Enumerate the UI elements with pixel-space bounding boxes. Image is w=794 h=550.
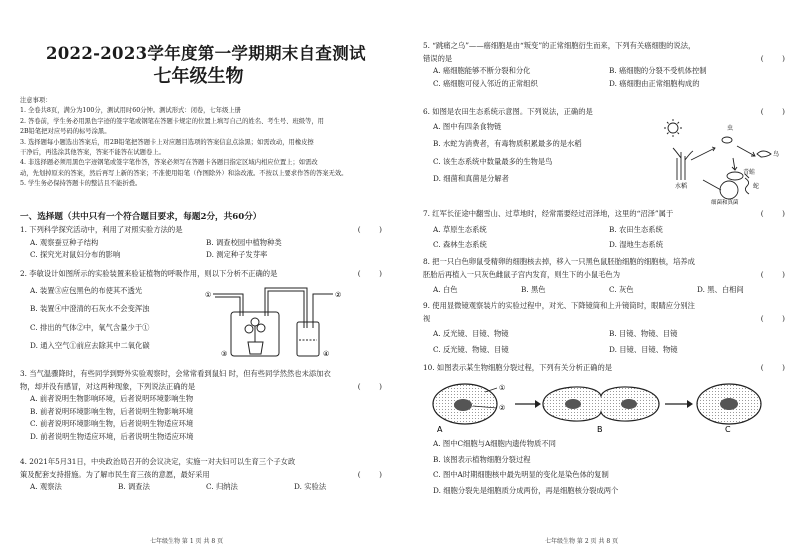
insect-icon	[722, 137, 732, 143]
instruction-line: 动，先划掉原来的答案，然后再写上新的答案；不准使用铅笔（作图除外）和涂改液。不按以上要求作答的答案无效。	[20, 169, 348, 177]
answer-parenthesis: ( )	[760, 313, 785, 323]
question-3	[20, 368, 382, 443]
option-b: B. 调查校园中植物种类	[206, 237, 282, 247]
option-c: C. 该生态系统中数量最多的生物是鸟	[433, 156, 553, 166]
option-a: A. 白色	[433, 285, 458, 294]
question-stem-line: 胚胎后再植入一只灰色雌鼠子宫内发育，则生下的小鼠毛色为	[423, 269, 621, 279]
option-b: B. 癌细胞的分裂不受机体控制	[609, 66, 707, 75]
option-a: A. 观察法	[30, 482, 62, 491]
question-stem: 6. 如图是农田生态系统示意图。下列说法，正确的是	[423, 107, 593, 116]
answer-parenthesis: ( )	[357, 381, 382, 391]
answer-parenthesis: ( )	[760, 269, 785, 279]
option-b: B. 目镜、物镜、目镜	[609, 329, 678, 338]
option-a: A. 图中有四条食物链	[433, 121, 502, 131]
instruction-line: 1. 全卷共8页，满分为100分，测试用时60分钟。测试形式：闭卷，七年级上册	[20, 107, 241, 115]
option-a: A. 反光镜、目镜、物镜	[433, 329, 509, 338]
question-stem-line: 物，却并没有感冒，对这两种现象，下列说法正确的是	[20, 381, 196, 391]
question-stem-line: 错误的是	[423, 53, 453, 63]
option-c: C. 图中A时期细胞核中最先明显的变化是染色体的复制	[433, 470, 609, 479]
question-stem-line: 7. 红军长征途中翻雪山、过草地时，经常需要经过沼泽地，这里的“沼泽”属于	[423, 209, 674, 218]
option-b: B. 水蛇为消费者，有毒物质积累最多的是水稻	[433, 139, 582, 148]
frog-icon	[727, 172, 743, 180]
option-c: C. 反光镜、物镜、目镜	[433, 344, 509, 354]
instruction-line: 2. 答卷前，学生务必用黑色字迹的签字笔或钢笔在答题卡规定的位置上填写自己的姓名、考生号、班级等，用	[20, 117, 324, 125]
answer-parenthesis: ( )	[760, 363, 785, 372]
figure-label-insect: 虫	[727, 125, 734, 132]
page-footer: 七年级生物 第 1 页 共 8 页	[150, 538, 224, 545]
option-c: C. 前者说明环境影响生物，后者说明生物适应环境	[30, 419, 194, 428]
question-stem-line: 视	[423, 313, 431, 323]
respiration-apparatus-figure	[203, 282, 353, 362]
rice-plant-icon	[673, 148, 693, 180]
option-a: A. 观察蚕豆种子结构	[30, 237, 99, 247]
figure-label-bird: 鸟	[773, 151, 780, 158]
figure-label-rice: 水稻	[675, 183, 688, 190]
option-d: D. 细菌和真菌是分解者	[433, 174, 509, 183]
option-d: D. 前者说明生物适应环境，后者说明生物适应环境	[30, 431, 194, 441]
farmland-ecosystem-figure	[663, 118, 789, 206]
section-title: 一、选择题（共中只有一个符合题目要求，每题2分，共60分）	[20, 212, 262, 222]
question-8	[423, 256, 785, 297]
option-b: B. 该图表示植物细胞分裂过程	[433, 454, 531, 464]
cell-label-b: B	[597, 425, 603, 434]
figure-label-4: ④	[323, 350, 330, 358]
snake-icon	[745, 178, 749, 194]
question-5	[423, 40, 785, 90]
option-b: B. 农田生态系统	[609, 224, 663, 234]
cell-a	[433, 384, 505, 434]
option-b: B. 装置④中澄清的石灰水不会变浑浊	[30, 304, 150, 313]
option-a: A. 草原生态系统	[433, 224, 487, 234]
option-a: A. 前者说明生物影响环境，后者说明环境影响生物	[30, 394, 194, 403]
option-c: C. 癌细胞可侵入邻近的正常组织	[433, 78, 538, 88]
instruction-line: 2B铅笔把对应号码的标号涂黑。	[20, 128, 111, 136]
figure-label-frog: 青蛙	[743, 169, 756, 176]
figure-label-2: ②	[499, 404, 506, 412]
option-d: D. 黑、白相间	[697, 285, 744, 294]
option-d: D. 通入空气①前应去除其中二氧化碳	[30, 341, 150, 350]
figure-label-snake: 蛇	[753, 183, 760, 190]
question-4	[20, 456, 382, 494]
option-d: D. 癌细胞由正常细胞构成的	[609, 78, 700, 88]
instruction-line: 3. 选择题每小题选出答案后，用2B铅笔把答题卡上对应题目选项的答案信息点涂黑；如需改动，用橡皮擦	[20, 138, 314, 146]
question-10-options	[423, 438, 785, 497]
question-stem-line: 策及配套支持措施。为了解市民生育三孩的意愿，最好采用	[20, 469, 210, 479]
answer-parenthesis: ( )	[760, 53, 785, 63]
figure-label-1: ①	[499, 384, 506, 392]
cell-c	[697, 384, 761, 434]
option-a: A. 装置③应包黑色的布使其不透光	[30, 285, 143, 295]
cell-label-a: A	[437, 425, 443, 434]
question-stem-line: 8. 把一只白色卵鼠受精卵的细胞核去掉，移入一只黑色鼠胚胎细胞的细胞核，培养成	[423, 257, 695, 266]
exam-subject-title: 七年级生物	[153, 66, 244, 87]
option-c: C. 灰色	[609, 285, 634, 294]
question-stem-line: 9. 使用显微镜观察装片的实验过程中，对光、下降镜筒和上升镜筒时，眼睛应分别注	[423, 301, 695, 310]
answer-parenthesis: ( )	[357, 469, 382, 479]
option-b: B. 黑色	[521, 285, 546, 294]
option-d: D. 测定种子发芽率	[206, 250, 268, 259]
question-7	[423, 208, 785, 252]
question-9	[423, 300, 785, 356]
question-1	[20, 224, 382, 262]
option-b: B. 前者说明环境影响生物，后者说明生物影响环境	[30, 406, 194, 416]
option-d: D. 湿地生态系统	[609, 240, 664, 249]
exam-page-2	[405, 0, 794, 550]
answer-parenthesis: ( )	[357, 269, 382, 278]
instruction-line: 5. 学生务必保持答题卡的整洁且不能折叠。	[20, 180, 142, 188]
instructions-heading: 注意事项：	[20, 97, 52, 104]
option-c: C. 排出的气体②中，氧气含量少于①	[30, 322, 150, 332]
cell-b	[543, 387, 659, 434]
option-a: A. 癌细胞能够不断分裂和分化	[433, 66, 531, 75]
option-d: D. 细胞分裂先是细胞质分成两份，再是细胞核分裂成两个	[433, 485, 619, 495]
cell-label-c: C	[725, 425, 731, 434]
answer-parenthesis: ( )	[760, 107, 785, 116]
sun-icon	[668, 123, 678, 133]
figure-label-2: ②	[335, 291, 342, 299]
option-d: D. 实验法	[294, 482, 327, 491]
option-a: A. 图中C细胞与A细胞内遗传物质不同	[433, 439, 556, 448]
question-10	[423, 362, 785, 375]
option-c: C. 森林生态系统	[433, 240, 487, 249]
option-c: C. 归纳法	[206, 482, 238, 491]
answer-parenthesis: ( )	[357, 225, 382, 234]
option-d: D. 目镜、目镜、物镜	[609, 344, 678, 354]
question-stem-line: 3. 当气温骤降时，有些同学到野外实验观察时，会常常看到鼠妇 时，但有些同学然然也未添加衣	[20, 369, 331, 378]
figure-label-3: ③	[221, 350, 228, 358]
bird-icon	[757, 151, 771, 157]
figure-label-decomposers: 细菌和真菌	[711, 200, 739, 206]
question-stem-line: 5. “跳痛之乌”——癌细胞是由“叛变”的正常细胞衍生而来，下列有关癌细胞的说法，	[423, 41, 696, 50]
option-b: B. 调查法	[118, 482, 150, 491]
question-stem: 10. 如图表示某生物细胞分裂过程，下列有关分析正确的是	[423, 363, 613, 372]
question-stem: 1. 下列科学探究活动中，利用了对照实验方法的是	[20, 225, 183, 234]
instruction-line: 干净后，再选涂其他答案，答案不能答在试题卷上。	[20, 149, 165, 157]
figure-label-1: ①	[205, 291, 212, 299]
exam-title: 2022-2023学年度第一学期期末自查测试	[46, 44, 366, 63]
bacteria-fungi-icon	[720, 181, 738, 199]
question-stem-line: 4. 2021年5月31日，中央政治局召开的会议决定，实施一对夫妇可以生育三个子女政	[20, 457, 296, 466]
cell-division-figure	[429, 378, 769, 434]
page-footer: 七年级生物 第 2 页 共 8 页	[545, 538, 619, 545]
instruction-line: 4. 非选择题必须用黑色字迹钢笔或签字笔作答，答案必须写在答题卡各题目指定区域内相应位置上；如需改	[20, 159, 318, 167]
option-c: C. 探究光对鼠妇分布的影响	[30, 250, 121, 259]
instructions-block	[20, 96, 370, 190]
question-stem: 2. 李敏设计如图所示的实验装置来验证植物的呼吸作用，则以下分析不正确的是	[20, 269, 278, 278]
answer-parenthesis: ( )	[760, 209, 785, 218]
